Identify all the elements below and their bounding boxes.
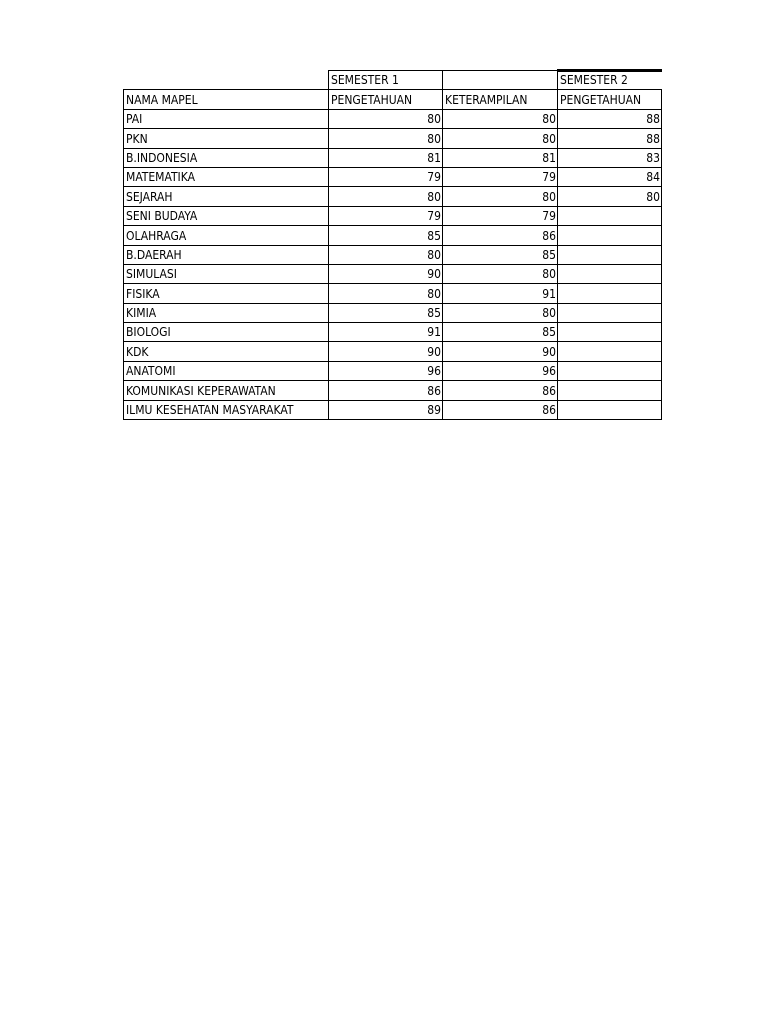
pengetahuan-1-cell[interactable]: 96 <box>329 361 443 380</box>
pengetahuan-1-cell[interactable]: 91 <box>329 323 443 342</box>
keterampilan-1-cell[interactable]: 90 <box>443 342 558 361</box>
table-row <box>124 226 662 245</box>
subject-name-cell[interactable]: BIOLOGI <box>124 323 329 342</box>
pengetahuan-2-cell[interactable] <box>558 342 662 361</box>
pengetahuan-1-cell[interactable]: 80 <box>329 109 443 128</box>
pengetahuan-1-cell[interactable]: 89 <box>329 400 443 419</box>
keterampilan-1-cell[interactable]: 80 <box>443 109 558 128</box>
table-row <box>124 264 662 283</box>
table-row <box>124 342 662 361</box>
keterampilan-1-cell[interactable]: 86 <box>443 226 558 245</box>
table-row <box>124 206 662 225</box>
subject-name-cell[interactable]: B.DAERAH <box>124 245 329 264</box>
semester-2-header[interactable]: SEMESTER 2 <box>558 71 662 90</box>
pengetahuan-1-cell[interactable]: 85 <box>329 303 443 322</box>
pengetahuan-2-cell[interactable]: 80 <box>558 187 662 206</box>
keterampilan-1-cell[interactable]: 91 <box>443 284 558 303</box>
keterampilan-1-cell[interactable]: 80 <box>443 187 558 206</box>
col-header-pengetahuan-2[interactable]: PENGETAHUAN <box>558 90 662 109</box>
table-row <box>124 400 662 419</box>
subject-name-cell[interactable]: KDK <box>124 342 329 361</box>
table-row <box>124 129 662 148</box>
pengetahuan-1-cell[interactable]: 80 <box>329 245 443 264</box>
blank-header-cell[interactable] <box>124 71 329 90</box>
keterampilan-1-cell[interactable]: 79 <box>443 206 558 225</box>
subject-name-cell[interactable]: SEJARAH <box>124 187 329 206</box>
semester-header-row <box>124 71 662 90</box>
subject-name-cell[interactable]: MATEMATIKA <box>124 167 329 186</box>
table-row <box>124 284 662 303</box>
pengetahuan-2-cell[interactable]: 88 <box>558 129 662 148</box>
pengetahuan-1-cell[interactable]: 90 <box>329 342 443 361</box>
pengetahuan-2-cell[interactable]: 83 <box>558 148 662 167</box>
pengetahuan-1-cell[interactable]: 80 <box>329 187 443 206</box>
pengetahuan-1-cell[interactable]: 86 <box>329 381 443 400</box>
subject-name-cell[interactable]: ANATOMI <box>124 361 329 380</box>
subject-name-cell[interactable]: KOMUNIKASI KEPERAWATAN <box>124 381 329 400</box>
table-row <box>124 303 662 322</box>
pengetahuan-2-cell[interactable] <box>558 400 662 419</box>
keterampilan-1-cell[interactable]: 96 <box>443 361 558 380</box>
subject-name-cell[interactable]: OLAHRAGA <box>124 226 329 245</box>
pengetahuan-2-cell[interactable] <box>558 381 662 400</box>
pengetahuan-1-cell[interactable]: 90 <box>329 264 443 283</box>
keterampilan-1-cell[interactable]: 79 <box>443 167 558 186</box>
table-row <box>124 109 662 128</box>
pengetahuan-1-cell[interactable]: 80 <box>329 129 443 148</box>
keterampilan-1-cell[interactable]: 86 <box>443 400 558 419</box>
pengetahuan-2-cell[interactable] <box>558 245 662 264</box>
table-row <box>124 187 662 206</box>
pengetahuan-2-cell[interactable] <box>558 264 662 283</box>
subject-name-cell[interactable]: ILMU KESEHATAN MASYARAKAT <box>124 400 329 419</box>
pengetahuan-1-cell[interactable]: 80 <box>329 284 443 303</box>
subject-name-cell[interactable]: PKN <box>124 129 329 148</box>
pengetahuan-1-cell[interactable]: 79 <box>329 206 443 225</box>
subject-name-cell[interactable]: B.INDONESIA <box>124 148 329 167</box>
table-row <box>124 148 662 167</box>
keterampilan-1-cell[interactable]: 85 <box>443 245 558 264</box>
keterampilan-1-cell[interactable]: 81 <box>443 148 558 167</box>
blank-semester-cell[interactable] <box>443 71 558 90</box>
keterampilan-1-cell[interactable]: 80 <box>443 303 558 322</box>
pengetahuan-2-cell[interactable] <box>558 226 662 245</box>
column-header-row <box>124 90 662 109</box>
table-row <box>124 323 662 342</box>
pengetahuan-2-cell[interactable] <box>558 361 662 380</box>
subject-name-cell[interactable]: SENI BUDAYA <box>124 206 329 225</box>
table-row <box>124 167 662 186</box>
table-row <box>124 361 662 380</box>
pengetahuan-2-cell[interactable] <box>558 284 662 303</box>
semester-1-header[interactable]: SEMESTER 1 <box>329 71 443 90</box>
grades-table-body <box>124 71 662 420</box>
pengetahuan-2-cell[interactable] <box>558 303 662 322</box>
keterampilan-1-cell[interactable]: 80 <box>443 264 558 283</box>
table-row <box>124 381 662 400</box>
pengetahuan-1-cell[interactable]: 85 <box>329 226 443 245</box>
table-row <box>124 245 662 264</box>
col-header-nama-mapel[interactable]: NAMA MAPEL <box>124 90 329 109</box>
grades-table <box>123 69 662 420</box>
pengetahuan-2-cell[interactable]: 88 <box>558 109 662 128</box>
subject-name-cell[interactable]: SIMULASI <box>124 264 329 283</box>
keterampilan-1-cell[interactable]: 80 <box>443 129 558 148</box>
pengetahuan-2-cell[interactable] <box>558 323 662 342</box>
subject-name-cell[interactable]: FISIKA <box>124 284 329 303</box>
subject-name-cell[interactable]: KIMIA <box>124 303 329 322</box>
subject-name-cell[interactable]: PAI <box>124 109 329 128</box>
pengetahuan-2-cell[interactable]: 84 <box>558 167 662 186</box>
col-header-keterampilan-1[interactable]: KETERAMPILAN <box>443 90 558 109</box>
col-header-pengetahuan-1[interactable]: PENGETAHUAN <box>329 90 443 109</box>
keterampilan-1-cell[interactable]: 85 <box>443 323 558 342</box>
pengetahuan-1-cell[interactable]: 81 <box>329 148 443 167</box>
pengetahuan-1-cell[interactable]: 79 <box>329 167 443 186</box>
keterampilan-1-cell[interactable]: 86 <box>443 381 558 400</box>
pengetahuan-2-cell[interactable] <box>558 206 662 225</box>
